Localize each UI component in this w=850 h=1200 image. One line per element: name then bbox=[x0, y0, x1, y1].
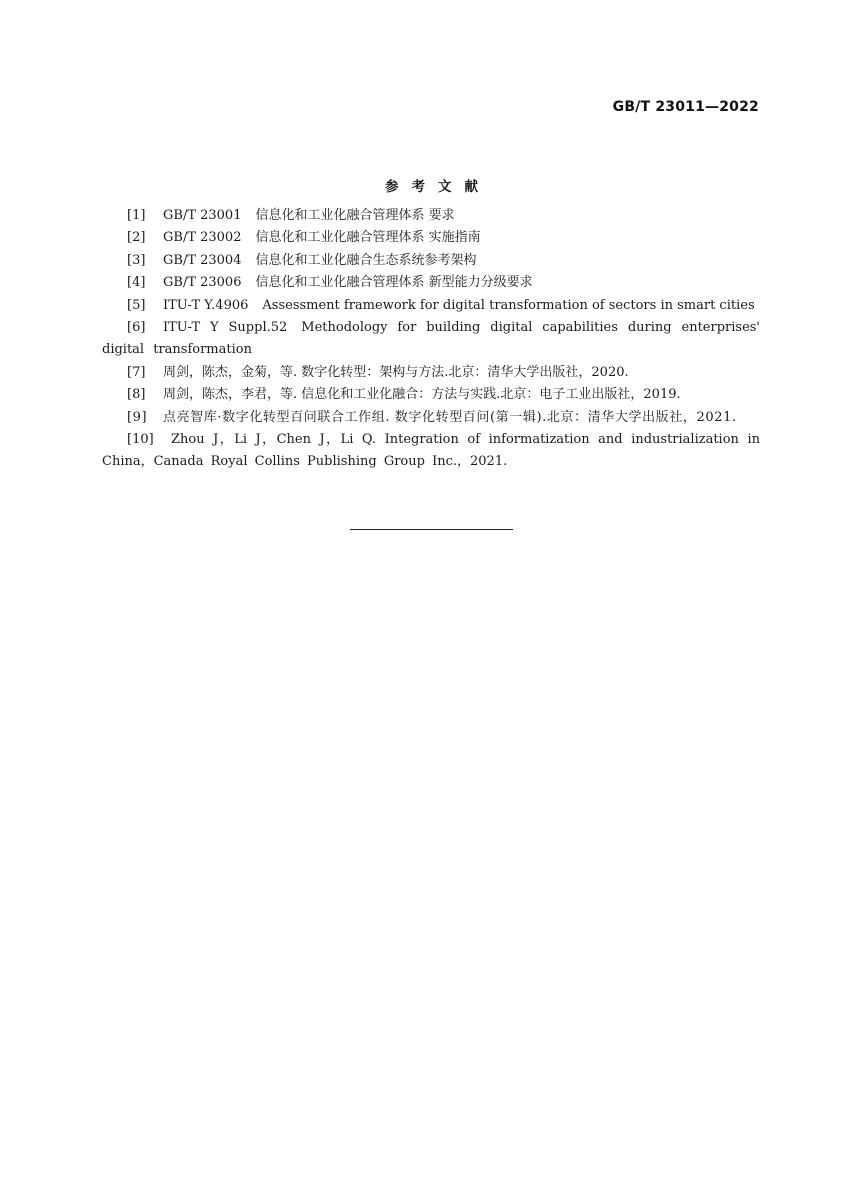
reference-item bbox=[102, 407, 760, 429]
reference-number: [7] bbox=[127, 364, 146, 380]
standard-number: GB/T 23011—2022 bbox=[612, 99, 759, 115]
reference-text: Zhou J，Li J，Chen J，Li Q. Integration of informatization and industrialization in China，Canada Royal Collins Publishing Group Inc.，2021. bbox=[102, 432, 760, 470]
reference-item bbox=[102, 362, 760, 384]
reference-number: [5] bbox=[127, 297, 146, 313]
reference-text: 信息化和工业化融合管理体系 要求 bbox=[255, 208, 455, 223]
reference-code: GB/T 23004 bbox=[163, 252, 242, 268]
reference-code: ITU-T Y Suppl.52 bbox=[163, 320, 288, 336]
reference-text: 信息化和工业化融合管理体系 实施指南 bbox=[255, 230, 481, 246]
reference-text: 信息化和工业化融合生态系统参考架构 bbox=[255, 252, 477, 268]
end-rule-divider bbox=[350, 529, 513, 530]
bibliography-title: 参考文献 bbox=[385, 179, 491, 195]
reference-number: [1] bbox=[127, 208, 146, 223]
reference-number: [2] bbox=[127, 230, 146, 246]
reference-number: [9] bbox=[127, 409, 148, 425]
reference-item bbox=[102, 272, 760, 294]
reference-item bbox=[102, 317, 760, 362]
reference-item bbox=[102, 205, 760, 227]
reference-text: 周剑，陈杰，李君，等. 信息化和工业化融合：方法与实践.北京：电子工业出版社，2019. bbox=[163, 387, 681, 403]
reference-item bbox=[102, 429, 760, 474]
reference-list bbox=[102, 205, 760, 474]
reference-code: GB/T 23002 bbox=[163, 230, 242, 246]
reference-number: [4] bbox=[127, 275, 146, 291]
reference-item bbox=[102, 384, 760, 406]
reference-item bbox=[102, 227, 760, 249]
reference-text: 信息化和工业化融合管理体系 新型能力分级要求 bbox=[255, 275, 533, 291]
reference-item bbox=[102, 250, 760, 272]
reference-code: GB/T 23006 bbox=[163, 275, 242, 291]
reference-number: [6] bbox=[127, 320, 146, 336]
reference-item bbox=[102, 295, 760, 317]
reference-code: GB/T 23001 bbox=[163, 208, 242, 223]
reference-text: Assessment framework for digital transformation of sectors in smart cities bbox=[262, 297, 755, 313]
reference-text: 点亮智库·数字化转型百问联合工作组. 数字化转型百问(第一辑).北京：清华大学出版社，2021. bbox=[163, 409, 737, 425]
reference-text: 周剑，陈杰，金菊，等. 数字化转型：架构与方法.北京：清华大学出版社，2020. bbox=[163, 364, 629, 380]
reference-text: Methodology for building digital capabilities during enterprises' digital transformation bbox=[102, 320, 761, 358]
reference-code: ITU-T Y.4906 bbox=[163, 297, 249, 313]
reference-number: [8] bbox=[127, 387, 146, 403]
reference-number: [10] bbox=[127, 432, 154, 448]
reference-number: [3] bbox=[127, 252, 146, 268]
